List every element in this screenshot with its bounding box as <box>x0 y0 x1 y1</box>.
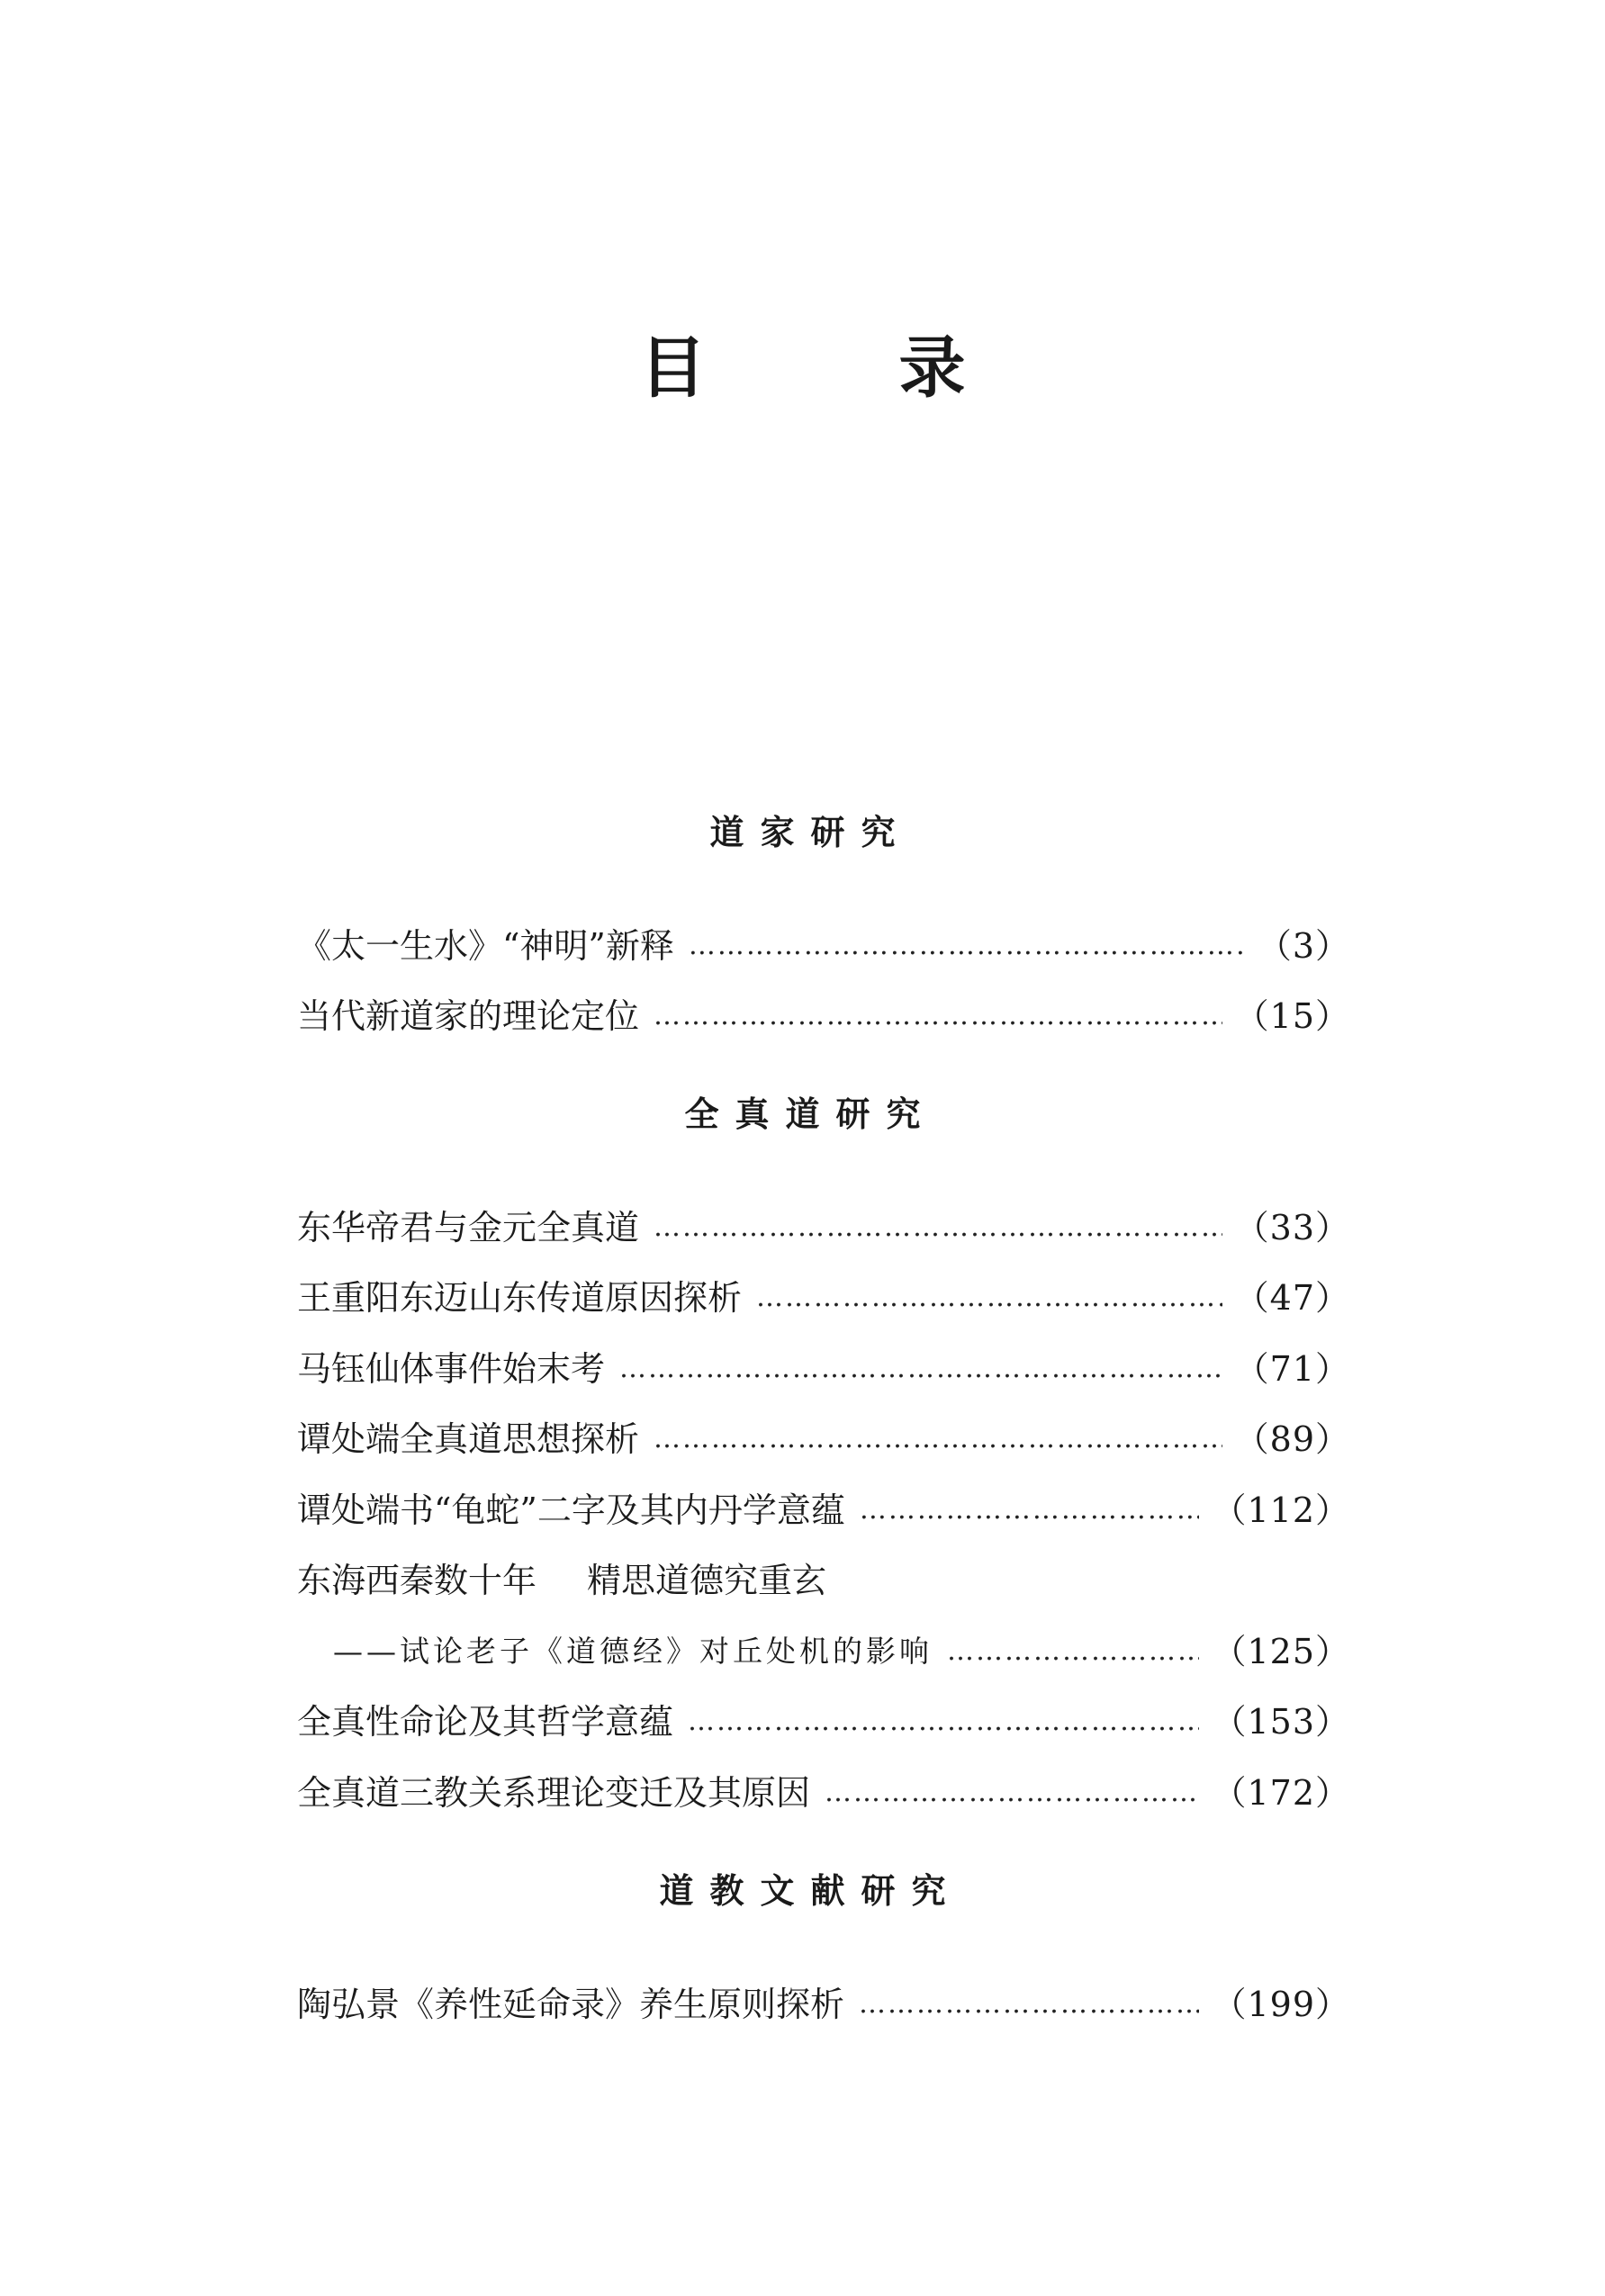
toc-entry[interactable] <box>297 1768 1350 1818</box>
toc-entry[interactable] <box>297 1202 1350 1253</box>
section-heading: 全真道研究 <box>684 1094 937 1134</box>
toc-entry-title-part: 精思道德究重玄 <box>587 1561 827 1600</box>
toc-entry[interactable] <box>297 1344 1350 1394</box>
toc-entry[interactable] <box>297 1273 1350 1323</box>
toc-entry[interactable] <box>297 1414 1350 1464</box>
toc-entry[interactable] <box>297 1697 1350 1747</box>
leader-dots <box>619 1344 1222 1394</box>
toc-entry[interactable] <box>297 1485 1350 1535</box>
toc-entry-title: 谭处端书“龟蛇”二字及其内丹学意蕴 <box>297 1490 845 1530</box>
toc-entry-subtitle: ——试论老子《道德经》对丘处机的影响 <box>333 1634 933 1669</box>
toc-entry[interactable] <box>297 991 1350 1041</box>
leader-dots <box>654 1202 1222 1253</box>
toc-entry-page: （199） <box>1212 1985 1350 2024</box>
toc-entry-page: （33） <box>1234 1208 1350 1247</box>
toc-entry-title: 当代新道家的理论定位 <box>297 996 640 1036</box>
leader-dots <box>825 1768 1199 1818</box>
leader-dots <box>689 921 1245 971</box>
toc-entry[interactable] <box>297 921 1350 971</box>
toc-entry-page: （112） <box>1212 1490 1350 1530</box>
leader-dots <box>859 1979 1199 2030</box>
leader-dots <box>860 1485 1200 1535</box>
toc-entry-title: 东华帝君与金元全真道 <box>297 1208 640 1247</box>
toc-entry-title: 《太一生水》“神明”新释 <box>297 926 674 966</box>
toc-entry-page: （172） <box>1212 1773 1350 1813</box>
toc-entry-title: 全真性命论及其哲学意蕴 <box>297 1702 674 1742</box>
toc-entry-page: （47） <box>1234 1278 1350 1318</box>
leader-dots <box>947 1626 1199 1677</box>
toc-entry-title-line[interactable] <box>297 1555 826 1606</box>
toc-entry-page: （125） <box>1212 1632 1350 1671</box>
toc-entry-title: 全真道三教关系理论变迁及其原因 <box>297 1773 811 1813</box>
toc-entry[interactable] <box>297 1979 1350 2030</box>
toc-entry-page: （89） <box>1234 1419 1350 1459</box>
toc-entry-title: 陶弘景《养性延命录》养生原则探析 <box>297 1985 845 2024</box>
toc-entry-title-part: 东海西秦数十年 <box>297 1561 537 1600</box>
leader-dots <box>756 1273 1222 1323</box>
toc-entry-page: （15） <box>1234 996 1350 1036</box>
leader-dots <box>688 1697 1199 1747</box>
toc-entry-page: （71） <box>1234 1349 1350 1389</box>
toc-entry-page: （3） <box>1257 926 1350 966</box>
toc-entry[interactable] <box>333 1626 1350 1677</box>
toc-entry-title: 谭处端全真道思想探析 <box>297 1419 640 1459</box>
toc-entry-title: 马钰仙体事件始末考 <box>297 1349 606 1389</box>
page-title: 目 录 <box>639 329 1029 407</box>
section-heading: 道家研究 <box>709 812 912 852</box>
leader-dots <box>654 991 1222 1041</box>
leader-dots <box>654 1414 1222 1464</box>
section-heading: 道教文献研究 <box>659 1870 962 1911</box>
toc-entry-title: 王重阳东迈山东传道原因探析 <box>297 1278 743 1318</box>
toc-entry-page: （153） <box>1212 1702 1350 1742</box>
